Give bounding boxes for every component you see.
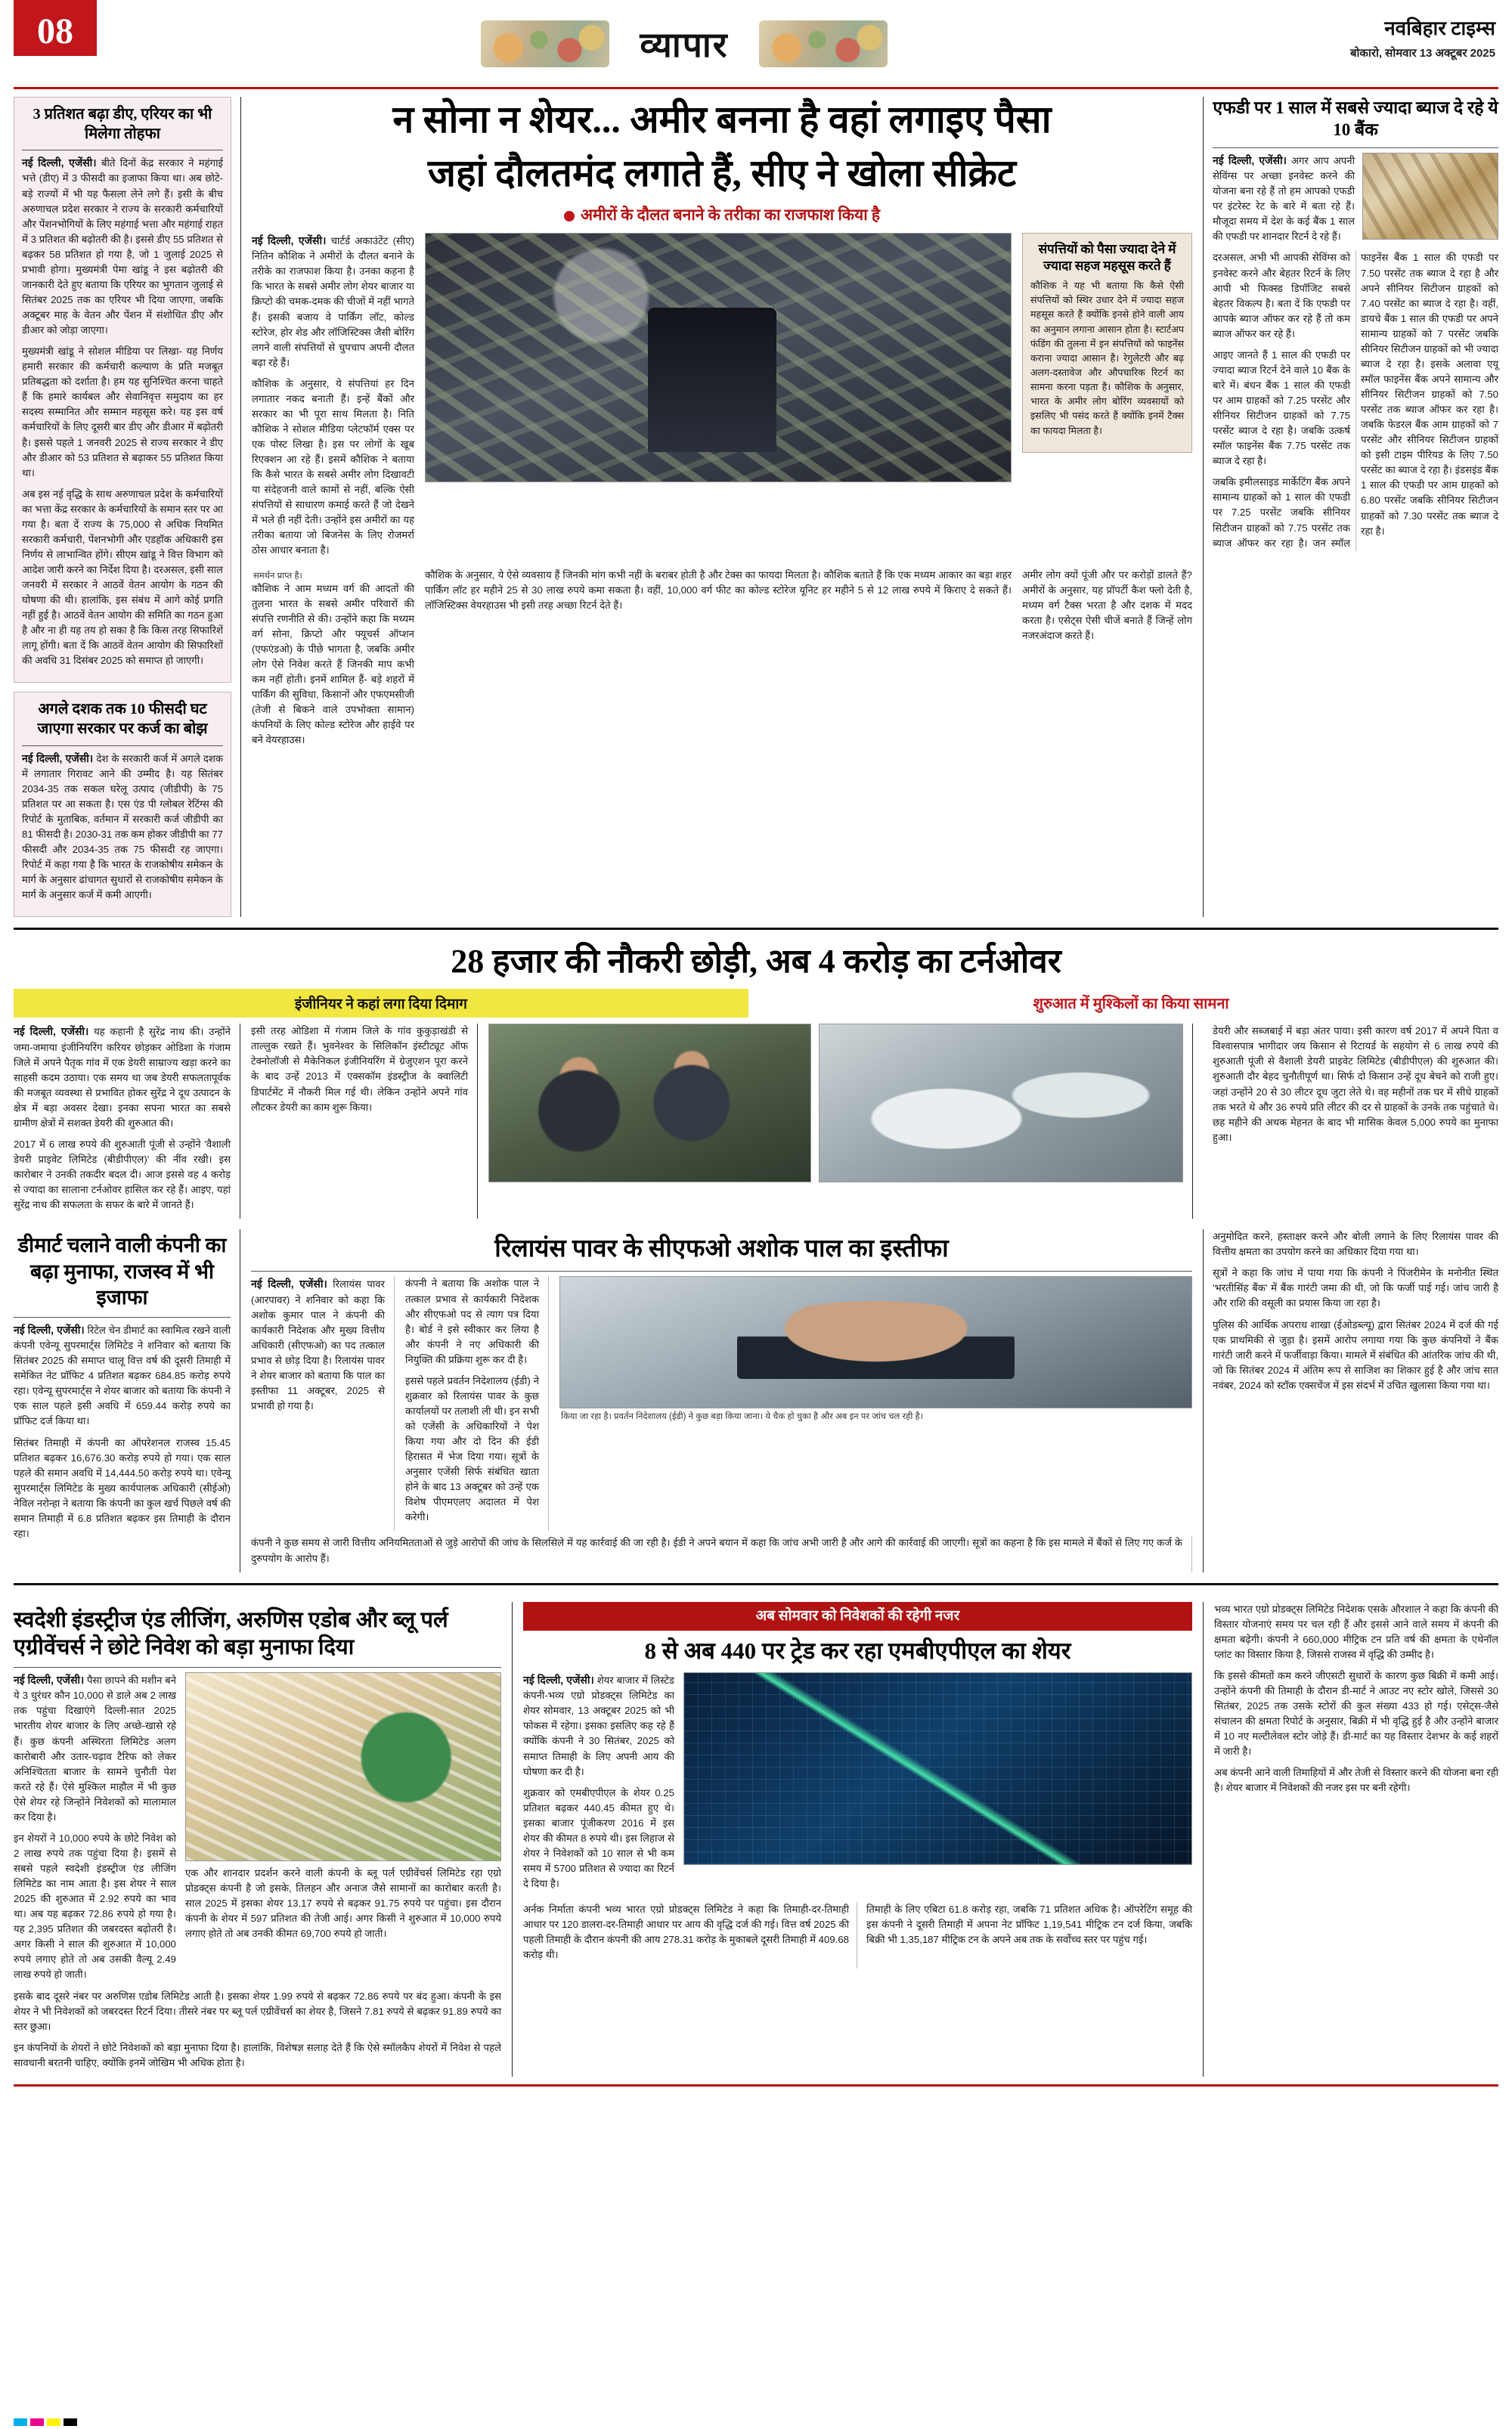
bottom-row bbox=[14, 1602, 1498, 2077]
article-dmart bbox=[14, 1229, 240, 1572]
smallcap-para-3: एक और शानदार प्रदर्शन करने वाली कंपनी के ब्लू पर्ल एग्रीवेंचर्स लिमिटेड रहा एग्रो प्रोडक्ट्स कंपनी है जो इसके, तिलहन और अनाज जैसे सामानों का कारोबार करती है। साल 2025 में इसका शेयर 13.17 रुपये से बढ़कर 91.75 रुपये पर पहुंचा। इस दौरान कंपनी के शेयर में 597 प्रतिशत की तेजी आई। अगर किसी ने शुरुआत में 10,000 रुपये लगाए होते तो अब उनकी कीमत 69,700 रुपये हो जाती। bbox=[185, 1867, 501, 1940]
masthead bbox=[14, 0, 1498, 89]
da-hike-para-1: नई दिल्ली, एजेंसी। बीते दिनों केंद्र सरकार ने महंगाई भत्ते (डीए) में 3 फीसदी का इजाफा किया था। अब छोटे-बड़े राज्यों में भी यह फैसला लेने लगे हैं। इसी के बीच अरुणाचल प्रदेश सरकार ने राज्य के सरकारी कर्मचारियों और पेंशनभोगियों के लिए महंगाई भत्ता और महंगाई राहत में 3 प्रतिशत की बढ़ोतरी की है। इससे डीए 55 प्रतिशत से बढ़कर 58 प्रतिशत हो गया है, जो 1 जुलाई 2025 से प्रभावी होगा। मुख्यमंत्री पेमा खांडू ने इस बढ़ोतरी की जानकारी देते हुए बताया कि एरियर का भुगतान जुलाई से सितंबर 2025 तक का एरियर भी दिया जाएगा, जबकि अक्टूबर माह के वेतन और पेंशन में संशोधित डीए और डीआर को जोड़ा जाएगा। bbox=[22, 156, 223, 336]
cmyk-cyan bbox=[14, 2418, 27, 2426]
reliance-para-2: कंपनी ने बताया कि अशोक पाल ने तत्काल प्रभाव से कार्यकारी निदेशक और सीएफओ पद से त्याग पत्र दिया है। बोर्ड ने इसे स्वीकार कर लिया है और कंपनी ने नए अधिकारी की नियुक्ति की प्रक्रिया शुरू कर दी है। bbox=[405, 1278, 539, 1365]
mid-row bbox=[14, 1229, 1498, 1572]
bottom-band bbox=[14, 1583, 1498, 2077]
main-para-4: कौशिक के अनुसार, ये ऐसे व्यवसाय हैं जिनकी मांग कभी नहीं के बराबर होती है और टेक्स का फायदा मिलता है। कौशिक बताते हैं कि एक मध्यम आकार का बड़ा शहर पार्किंग लॉट हर महीने 25 से 30 लाख रुपये कमा सकता है। वहीं, 10,000 वर्ग फीट का कोल्ड स्टोरेज यूनिट हर महीने 5 से 12 लाख रुपये में किराए दे सकते हैं। लॉजिस्टिक्स वेयरहाउस भी इसी तरह अच्छा रिटर्न देते हैं। bbox=[425, 569, 1012, 611]
photo-currency-notes bbox=[1362, 153, 1498, 240]
center-column bbox=[240, 97, 1204, 917]
fd-para-1: नई दिल्ली, एजेंसी। अगर आप अपनी सेविंग्स पर अच्छा इनवेस्ट करने की योजना बना रहे हैं तो हम आपको एफडी पर इंटरेस्ट रेट के बारे में बता रहे हैं। मौजूदा समय में देश के कई बैंक 1 साल की एफडी पर शानदार रिटर्न दे रहे हैं। bbox=[1213, 153, 1355, 243]
mbpl-byline: नई दिल्ली, एजेंसी। bbox=[523, 1674, 594, 1687]
photo-ashok-pal bbox=[559, 1276, 1192, 1408]
reliance-cont-para-3: पुलिस की आर्थिक अपराध शाखा (ईओडब्ल्यू) द्वारा सितंबर 2024 में दर्ज की गई एक प्राथमिकी से जुड़ा है। इसमें आरोप लगाया गया कि कुछ कंपनियों ने बैंक गारंटी जारी करने में फर्जीवाड़ा किया। मामले में संबंधित की आंतरिक जांच की थी, जो कि सितंबर 2024 में अंतिम रूप से साजिश का शिकार हुई है और जांच सात नवंबर, 2024 को स्टॉक एक्सचेंज में इस संदर्भ में उचित खुलासा किया गया था। bbox=[1213, 1318, 1498, 1391]
smallcap-para-4: इसके बाद दूसरे नंबर पर अरुणिस एडोब लिमिटेड आती है। इसका शेयर 1.99 रुपये से बढ़कर 72.86 रुपये पर बंद हुआ। कंपनी के इस शेयर ने भी निवेशकों को जबरदस्त रिटर्न दिया। तीसरे नंबर पर ब्लू पर्ल एग्रीवेंचर्स का शेयर है, जिसने 7.81 रुपये से बढ़कर 91.89 रुपये का स्तर छुआ। bbox=[14, 1990, 501, 2032]
cmyk-black bbox=[64, 2418, 77, 2426]
smallcap-headline: स्वदेशी इंडस्ट्रीज एंड लीजिंग, अरुणिस एडोब और ब्लू पर्ल एग्रीवेंचर्स ने छोटे निवेश को बड़ा मुनाफा दिया bbox=[14, 1607, 448, 1659]
article-smallcap-multibaggers bbox=[14, 1602, 513, 2077]
bullet-icon bbox=[564, 211, 575, 222]
da-hike-para-3: अब इस नई वृद्धि के साथ अरुणाचल प्रदेश के कर्मचारियों का भत्ता केंद्र सरकार के कर्मचारियों के समान स्तर पर आ गया है। बता दें राज्य के 75,000 से अधिक नियमित सरकारी कर्मचारी, पेंशनभोगी और एडहॉक अधिकारी इस निर्णय से लाभान्वित होंगे। सीएम खांडू ने वित्त विभाग को आदेश जारी करने का निर्देश दिया है। दरअसल, इसी साल जनवरी में सरकार ने आठवें वेतन आयोग के गठन की घोषणा की थी। हालांकि, इस संबंध में आगे कोई प्रगति नहीं हुई है। आठवें वेतन आयोग की समिति का गठन हुआ है और ना ही यह तय हो सका है कि किस तरह सिफारिशें लागू होंगी। बता दें कि आठवें वेतन आयोग की सिफारिशों की अवधि 31 दिसंबर 2025 को समाप्त हो जाएगी। bbox=[22, 488, 223, 667]
lead-headline-line1: न सोना न शेयर... अमीर बनना है वहां लगाइए पैसा bbox=[392, 98, 1052, 141]
dairy-headline: 28 हजार की नौकरी छोड़ी, अब 4 करोड़ का टर्नओवर bbox=[451, 943, 1061, 981]
divider bbox=[22, 745, 223, 746]
mbpl-continuation-column bbox=[1204, 1602, 1498, 2077]
main-para-1: नई दिल्ली, एजेंसी। चार्टर्ड अकाउंटेंट (सीए) नितिन कौशिक ने अमीरों के दौलत बनाने के तरीके का राजफाश किया है। उनका कहना है कि भारत के सबसे अमीर लोग शेयर बाजार या क्रिप्टो की चमक-दमक की चीजों में नहीं भागते हैं। इसकी बजाय वे पार्किंग लॉट, कोल्ड स्टोरेज, होर शेड और लॉजिस्टिक्स जैसी बोरिंग लगने वाली संपत्तियों से चुपचाप अपनी दौलत बढ़ा रहे हैं। bbox=[252, 234, 414, 368]
cmyk-magenta bbox=[30, 2418, 44, 2426]
smallcap-para-1: नई दिल्ली, एजेंसी। पैसा छापने की मशीन बने ये 3 धुरंधर कौन 10,000 से डाले अब 2 लाख तक पहुंचा दिखाएंगे दिल्ली-सात 2025 भारतीय शेयर बाजार के लिए अच्छे-खासे रहे हैं। कुछ कंपनी अस्थिरता लिमिटेड अलग कारोबारी और उतार-चढ़ाव टैरिफ को लेकर अनिश्चितता बाजार के सामने चुनौती पेश करते रहे हैं। ऐसे मुश्किल माहौल में भी कुछ ऐसे शेयर रहे जिन्होंने निवेशकों को मालामाल कर दिया है। bbox=[14, 1674, 176, 1823]
mbpl-cont-para-3: अब कंपनी आने वाली तिमाहियों में और तेजी से विस्तार करने की योजना बना रही है। शेयर बाजार में निवेशकों की नजर इस पर बनी रहेगी। bbox=[1214, 1767, 1498, 1794]
reliance-photo-caption: किया जा रहा है। प्रवर्तन निदेशालय (ईडी) ने कुछ बड़ा किया जाना। ये चैक हो चुका है और अब इन पर जांच चल रही है। bbox=[561, 1412, 923, 1422]
photo-entrepreneur-speaking bbox=[488, 1024, 811, 1182]
govt-debt-para-1: नई दिल्ली, एजेंसी। देश के सरकारी कर्ज में अगले दशक में लगातार गिरावट आने की उम्मीद है। यह सितंबर 2034-35 तक सकल घरेलू उत्पाद (जीडीपी) के 75 प्रतिशत पर आ सकता है। एस एंड पी ग्लोबल रेटिंग्स की रिपोर्ट के मुताबिक, वर्तमान में सरकारी कर्ज जीडीपी का 81 फीसदी है। 2030-31 तक कम होकर जीडीपी का 77 फीसदी और 2034-35 तक 75 फीसदी रह जाएगा। रिपोर्ट में कहा गया है कि भारत के राजकोषीय समेकन के मार्ग के अनुसार ढांचागत सुधारों से राजकोषीय समेकन के मार्ग के अनुसार कर्ज में कमी आएगी। bbox=[22, 751, 223, 901]
dairy-para-4: डेयरी और सब्जबाई में बड़ा अंतर पाया। इसी कारण वर्ष 2017 में अपने पिता व विश्वासपात्र भागीदार जय किसान से रिटायर्ड के सहयोग से 6 लाख रुपये की शुरुआती पूंजी से वैशाली डेयरी प्राइवेट लिमिटेड (बीडीपीएल) की शुरुआत की। शुरुआती दौर बेहद चुनौतीपूर्ण था। सिर्फ दो किसान उन्हें दूध बेचने को राजी हुए। जहां उन्होंने 20 से 30 लीटर दूध जुटा लेते थे। वह महीनों तक घर में सीधे ग्राहकों तक भरते थे और 36 रुपये प्रति लीटर की दर से ग्राहकों के उनके तक पहुंचाते थे। छह महीने की अथक मेहनत के बाद भी मासिक केवल 5,000 रुपये का मुनाफा हुआ। bbox=[1213, 1025, 1498, 1143]
lead-subhead: अमीरों के दौलत बनाने के तरीका का राजफाश किया है bbox=[252, 204, 1192, 225]
decorative-graphic-right bbox=[759, 20, 888, 67]
fd-para-2: दरअसल, अभी भी आपकी सेविंग्स को इनवेस्ट करने और बेहतर रिटर्न के लिए आपी भी फिक्स्ड डिपॉजिट सबसे बेहतर विकल्प है। बता दें कि एफडी पर आपके ब्याज ऑफर कर रहे हैं तो कम ब्याज ऑफर कर रहे हैं। bbox=[1213, 252, 1350, 339]
main-byline: नई दिल्ली, एजेंसी। bbox=[252, 234, 327, 246]
inset-box-assets bbox=[1022, 233, 1192, 453]
masthead-center bbox=[97, 0, 1272, 87]
reliance-para-3: इससे पहले प्रवर्तन निदेशालय (ईडी) ने शुक्रवार को रिलायंस पावर के कुछ कार्यालयों पर तलाशी ली थी। इन सभी को एजेंसी के अधिकारियों ने पेश किया गया और दो दिन की ईडी हिरासत में भेज दिया गया। सूत्रों के अनुसार एजेंसी सिर्फ संबंधित खाता होने के बाद 13 अक्टूबर को उन्हें एक विशेष पीएमएलए अदालत में पेश करेगी। bbox=[405, 1374, 539, 1523]
mbpl-para-4: तिमाही के लिए एबिटा 61.8 करोड़ रहा, जबकि 71 प्रतिशत अधिक है। ऑपरेटिंग समूह की इस कंपनी ने दूसरी तिमाही में अपना नेट प्रॉफिट 1,19,541 मीट्रिक टन दर्ज किया, जबकि बिक्री भी 1,35,187 मीट्रिक टन के अपने अब तक के सर्वोच्च स्तर पर पहुंच गई। bbox=[866, 1904, 1192, 1946]
fd-para-4: जबकि इमीलसाइड मार्केटिंग बैंक अपने सामान्य ग्राहकों को 1 साल की एफडी पर 7.25 परसेंट जबकि सीनियर सिटीजन ग्राहकों को 7.75 परसेंट तक ब्याज ऑफर कर रहा है। जन स्मॉल फाइनेंस बैंक 1 साल की एफडी पर 7.50 परसेंट तक ब्याज दे रहा है और अपने सीनियर सिटीजन ग्राहकों को 7.40 परसेंट का ब्याज दे रहा है। वहीं, डायचे बैंक 1 साल की एफडी पर अपने सामान्य ग्राहकों को 7 परसेंट जबकि सीनियर सिटीजन ग्राहकों को भी ज्यादा ब्याज दे रहा है। इसके अलावा एयू स्मॉल फाइनेंस बैंक अपने सामान्य और सीनियर सिटीजन ग्राहकों को 7.50 परसेंट तक ब्याज ऑफर कर रहा है। जबकि फेडरल बैंक आम ग्राहकों को 7 परसेंट और सीनियर सिटीजन ग्राहकों को इसी टाइम पीरियड के लिए 7.50 परसेंट का ब्याज दे रहा है। इंडसइंड बैंक 1 साल की एफडी पर आम ग्राहकों को 6.80 परसेंट जबकि सीनियर सिटीजन ग्राहकों को 7.30 परसेंट तक ब्याज दे रहा है। bbox=[1213, 252, 1498, 549]
page-number: 08 bbox=[14, 0, 97, 56]
mbpl-para-1: नई दिल्ली, एजेंसी। शेयर बाजार में लिस्टेड कंपनी-भव्य एग्रो प्रोडक्ट्स लिमिटेड का शेयर सोमवार, 13 अक्टूबर 2025 को भी फोकस में रहेगा। इसका इसलिए कह रहे हैं क्योंकि कंपनी ने 30 सितंबर, 2025 को समाप्त तिमाही के लिए अपनी आय की घोषणा कर दी है। bbox=[523, 1674, 674, 1777]
fd-byline: नई दिल्ली, एजेंसी। bbox=[1213, 153, 1287, 166]
edition-date: बोकारो, सोमवार 13 अक्टूबर 2025 bbox=[1349, 47, 1495, 60]
reliance-cont-para-2: सूत्रों ने कहा कि जांच में पाया गया कि कंपनी ने पिंजरीमेन के मनोनीत स्थित 'भरतीसिंह बैंक' में बैंक गारंटी जमा की थी, जो कि फर्जी पाई गई। जांच जारी है और राशि की वसूली का प्रयास किया जा रहा है। bbox=[1213, 1267, 1498, 1309]
newspaper-brand: नवबिहार टाइम्स bbox=[1384, 17, 1495, 39]
reliance-continuation-column bbox=[1204, 1229, 1498, 1572]
photo-stock-chart-touchscreen bbox=[683, 1672, 1192, 1865]
da-hike-para-2: मुख्यमंत्री खांडू ने सोशल मीडिया पर लिखा- यह निर्णय हमारी सरकार की कर्मचारी कल्याण के प्रति मजबूत प्रतिबद्धता को दर्शाता है। हम यह सुनिश्चित करना चाहते हैं कि हमारे कार्यबल और सेवानिवृत्त समुदाय का हर सदस्य सम्मानित और सम्मान महसूस करे। यह इस वर्ष कर्मचारियों के लिए दूसरी बार डीए और डीआर में बढ़ोतरी है। इससे पहले 1 जनवरी 2025 से राज्य सरकार ने डीए और डीआर को 53 प्रतिशत से बढ़ाकर 55 प्रतिशत किया था। bbox=[22, 345, 223, 479]
inset-heading: संपत्तियों को पैसा ज्यादा देने में ज्यादा सहज महसूस करते हैं bbox=[1038, 242, 1176, 274]
reliance-para-4: कंपनी ने कुछ समय से जारी वित्तीय अनियमितताओं से जुड़े आरोपों की जांच के सिलसिले में यह कार्रवाई की जा रही है। ईडी ने अपने बयान में कहा कि जांच अभी जारी है और आगे की कार्रवाई की जाएगी। सूत्रों का कहना है कि इस मामले में बैंकों से लिए गए कर्ज के दुरुपयोग के आरोप हैं। bbox=[251, 1537, 1182, 1564]
smallcap-para-5: इन कंपनियों के शेयरों ने छोटे निवेशकों को बड़ा मुनाफा दिया है। हालांकि, विशेषज्ञ सलाह देते हैं कि ऐसे स्मॉलकैप शेयरों में निवेश से पहले सावधानी बरतनी चाहिए, क्योंकि इनमें जोखिम भी अधिक होता है। bbox=[14, 2041, 501, 2068]
divider bbox=[251, 1271, 1192, 1272]
smallcap-byline: नई दिल्ली, एजेंसी। bbox=[14, 1674, 85, 1687]
lead-headline-line2: जहां दौलतमंद लगाते हैं, सीए ने खोला सीक्रेट bbox=[427, 152, 1017, 194]
mbpl-top-banner: अब सोमवार को निवेशकों की रहेगी नजर bbox=[523, 1602, 1192, 1631]
reliance-para-1: नई दिल्ली, एजेंसी। रिलायंस पावर (आरपावर) ने शनिवार को कहा कि अशोक कुमार पाल ने कंपनी की कार्यकारी निदेशक और मुख्य वित्तीय अधिकारी (सीएफओ) का पद तत्काल प्रभाव से छोड़ दिया है। रिलायंस पावर ने शेयर बाजार को बताया कि पाल का इस्तीफा 11 अक्टूबर, 2025 से प्रभावी हो गया है। bbox=[251, 1278, 385, 1412]
da-hike-byline: नई दिल्ली, एजेंसी। bbox=[22, 156, 97, 169]
left-column bbox=[14, 97, 240, 917]
fd-headline: एफडी पर 1 साल में सबसे ज्यादा ब्याज दे रहे ये 10 बैंक bbox=[1213, 98, 1498, 140]
inset-text: कौशिक ने यह भी बताया कि कैसे ऐसी संपत्तियों को स्थिर उधार देने में ज्यादा सहज महसूस करते हैं क्योंकि इनसे होने वाली आय का अनुमान लगाना आसान होता है। स्टार्टअप फंडिंग की तुलना में इन संपत्तियों को फाइनेंस कराना ज्यादा आसान है। रेगुलेटरी और बढ़ अलग-दस्तावेज और औपचारिक रिटर्न का सामना करना पड़ता है। कौशिक के अनुसार, भारत के अमीर लोग बोरिंग व्यवसायों को इसलिए भी पसंद करते हैं क्योंकि इनमें टैक्स का फायदा मिलता है। bbox=[1030, 280, 1184, 436]
dairy-para-3: इसी तरह ओडिशा में गंजाम जिले के गांव कुकुड़ाखंडी से ताल्लुक रखते हैं। भुवनेश्वर के सिलिकॉन इंस्टीट्यूट ऑफ टेक्नोलॉजी से मैकेनिकल इंजीनियरिंग में ग्रेजुएशन पूरा करने के बाद उन्हें 2013 में एक्सकॉम इंडस्ट्रीज के क्वालिटी डिपार्टमेंट में नौकरी मिल गई थी। लेकिन उन्होंने अपने गांव लौटकर डेयरी का काम शुरू किया। bbox=[251, 1025, 468, 1113]
section-title: व्यापार bbox=[640, 25, 729, 64]
dairy-kicker-left: इंजीनियर ने कहां लगा दिया दिमाग bbox=[14, 989, 748, 1018]
divider bbox=[1213, 147, 1498, 148]
article-mbpl bbox=[513, 1602, 1204, 2077]
cmyk-registration-marks bbox=[14, 2418, 77, 2426]
article-da-hike bbox=[14, 97, 231, 683]
da-hike-headline: 3 प्रतिशत बढ़ा डीए, एरियर का भी मिलेगा तोहफा bbox=[33, 106, 212, 142]
main-para-2: कौशिक के अनुसार, ये संपत्तियां हर दिन लगातार नकद बनाती हैं। इन्हें बैंकों और सरकार का भी पूरा साथ मिलता है। निति कौशिक ने सोशल मीडिया प्लेटफॉर्म एक्स पर एक पोस्ट लिखा है। इस पर लोगों के खूब रिएक्शन आ रहे हैं। इसमें कौशिक ने बताया कि कैसे भारत के सबसे अमीर लोग दिखावटी या संदेहजनी वाले कामों से नहीं, बल्कि ऐसी संपत्तियों से साधारण कमाई करते हैं जो देखने में भले ही नहीं देती। उन्होंने इस अमीरों का यह तरीका बताया जो बिजनेस के लिए रोजमर्रा ठोस आधार बनाता है। bbox=[252, 377, 414, 556]
article-reliance-cfo bbox=[240, 1229, 1204, 1572]
cmyk-yellow bbox=[47, 2418, 60, 2426]
reliance-byline: नई दिल्ली, एजेंसी। bbox=[251, 1278, 327, 1290]
article-dairy-entrepreneur bbox=[14, 928, 1498, 1219]
dmart-para-1: नई दिल्ली, एजेंसी। रिटेल चेन डीमार्ट का स्वामित्व रखने वाली कंपनी एवेन्यू सुपरमार्ट्स लिमिटेड ने शनिवार को बताया कि सितंबर 2025 की समाप्त चालू वित्त वर्ष की दूसरी तिमाही में समेकित नेट प्रॉफिट 4 प्रतिशत बढ़कर 684.85 करोड़ रुपये रहा। एवेन्यू सुपरमार्ट्स ने शेयर बाजार को बताया कि कंपनी ने एक साल पहले इसी अवधि में 659.44 करोड़ रुपये का प्रॉफिट दर्ज किया था। bbox=[14, 1323, 231, 1427]
dmart-headline: डीमार्ट चलाने वाली कंपनी का बढ़ा मुनाफा, राजस्व में भी इजाफा bbox=[17, 1234, 227, 1309]
dmart-byline: नई दिल्ली, एजेंसी। bbox=[14, 1323, 85, 1336]
masthead-right bbox=[1272, 0, 1498, 87]
dairy-para-1: नई दिल्ली, एजेंसी। यह कहानी है सुरेंद्र नाथ की। उन्होंने जमा-जमाया इंजीनियरिंग करियर छोड़कर ओडिशा के गंजाम जिले में अपने पैतृक गांव में एक डेयरी साम्राज्य खड़ा करने का साहसी कदम उठाया। एक समय था जब डेयरी सफलतापूर्वक की मजबूत व्यवस्था से प्रभावित होकर सुरेंद्र ने दूध उत्पादन के क्षेत्र में बड़ा अवसर देखा। इनका सपना भारत का सबसे ग्रामीण क्षेत्रों में सशक्त डेयरी की शुरुआत की। bbox=[14, 1025, 231, 1129]
reliance-cont-para-1: अनुमोदित करने, हस्ताक्षर करने और बोली लगाने के लिए रिलायंस पावर की वित्तीय क्षमता का उपयोग करने का अधिकार दिया गया था। bbox=[1213, 1231, 1498, 1258]
decorative-graphic-left bbox=[481, 20, 609, 67]
mbpl-cont-para-2: कि इससे कीमतों कम करने जीएसटी सुधारों के कारण कुछ बिक्री में कमी आई। उन्होंने कंपनी की तिमाही के दौरान डी-मार्ट ने आउट नए स्टोर खोले, जिससे 30 सितंबर, 2025 तक उसके स्टोरों की कुल संख्या 433 हो गई। एसेट्स-जैसे संचालन की क्षमता रिपोर्ट के अनुसार, बिक्री में भी वृद्धि हुई है और उन्होंने बाजार में 10 नए मल्टीलेवल स्टोर जोड़े हैं। डी-मार्ट का यह विस्तार देशभर के कई शहरों में जारी है। bbox=[1214, 1669, 1498, 1758]
main-para-5: अमीर लोग क्यों पूंजी और पर करोड़ों डालते हैं? अमीरों के अनुसार, यह प्रॉपर्टी कैश फ्लो देती है, मध्यम वर्ग टैक्स भरता है और दशक में मदद करता है। एसेट्स ऐसी चीजें बनाते हैं जिन्हें लोग नजरअंदाज करते हैं। bbox=[1022, 569, 1192, 641]
photo-dairy-plant bbox=[819, 1024, 1183, 1182]
footer-rule bbox=[14, 2084, 1498, 2090]
fd-body-columns bbox=[1213, 250, 1498, 550]
fd-para-3: आइए जानते हैं 1 साल की एफडी पर ज्यादा ब्याज रिटर्न देने वाले 10 बैंक के बारे में। बंधन बैंक 1 साल की एफडी पर आम ग्राहकों को 7.25 परसेंट और सीनियर सिटीजन ग्राहकों को 7.75 परसेंट ब्याज दे रहा है। जबकि उत्कर्ष स्मॉल फाइनेंस बैंक 7.75 परसेंट तक ब्याज दे रहा है। bbox=[1213, 349, 1350, 467]
mbpl-cont-para-1: भव्य भारत एग्रो प्रोडक्ट्स लिमिटेड निदेशक एसके औरशाल ने कहा कि कंपनी की विस्तार योजनाएं समय पर चल रही हैं और इससे आने वाले समय में कंपनी की क्षमता बढ़ेगी। कंपनी ने 660,000 मीट्रिक टन प्रति वर्ष की क्षमता के एथेनॉल प्लांट का विस्तार किया है, जिससे राजस्व में वृद्धि की उम्मीद है। bbox=[1214, 1603, 1498, 1660]
govt-debt-headline: अगले दशक तक 10 फीसदी घट जाएगा सरकार पर कर्ज का बोझ bbox=[37, 701, 208, 738]
photo-woman-with-cash bbox=[185, 1672, 501, 1861]
smallcap-para-2: इन शेयरों ने 10,000 रुपये के छोटे निवेश को 2 लाख रुपये तक पहुंचा दिया है। इसमें से सबसे पहले स्वदेशी इंडस्ट्रीज एंड लीजिंग लिमिटेड का नाम आता है। इस शेयर ने साल 2025 की शुरुआत में 2.92 रुपये का भाव था। अब यह बढ़कर 72.86 रुपये हो गया है। यह 2,395 प्रतिशत की जबरदस्त बढ़ोतरी है। अगर किसी ने साल की शुरुआत में 10,000 रुपये लगाए होते तो अब उसकी वैल्यू 2.49 लाख रुपये हो जाती। bbox=[14, 1832, 176, 1981]
article-govt-debt bbox=[14, 692, 231, 917]
right-column bbox=[1204, 97, 1498, 917]
govt-debt-byline: नई दिल्ली, एजेंसी। bbox=[22, 751, 94, 764]
main-para-3: कौशिक ने आम मध्यम वर्ग की आदतों की तुलना भारत के सबसे अमीर परिवारों की संपत्ति रणनीति से की। उन्होंने कहा कि मध्यम वर्ग सोना, क्रिप्टो और फ्यूचर्स ऑप्शन (एफएंडओ) के पीछे भागता है, जबकि अमीर लोग ऐसे निवेश करते हैं जिनकी माप कभी कम नहीं होती। इनमें शामिल हैं- बड़े शहरों में पार्किंग की सुविधा, किसानों और एफएमसीजी (तेजी से बिकने वाले उपभोक्ता सामान) कंपनियों के लिए कोल्ड स्टोरेज और हाईवे पर बने वेयरहाउस। bbox=[252, 582, 414, 746]
mbpl-para-3: अर्नक निर्माता कंपनी भव्य भारत एग्रो प्रोडक्ट्स लिमिटेड ने कहा कि तिमाही-दर-तिमाही आधार पर 120 डालरा-दर-तिमाही आधार पर आय की वृद्धि दर्ज की गई। वित्त वर्ष 2025 की पहली तिमाही के दौरान कंपनी की आय 278.31 करोड़ के मुकाबले दूसरी तिमाही में 409.68 करोड़ थी। bbox=[523, 1904, 849, 1961]
mbpl-headline: 8 से अब 440 पर ट्रेड कर रहा एमबीएपीएल का शेयर bbox=[644, 1637, 1071, 1665]
reliance-headline: रिलायंस पावर के सीएफओ अशोक पाल का इस्तीफा bbox=[494, 1235, 949, 1263]
dmart-para-2: सितंबर तिमाही में कंपनी का ऑपरेशनल राजस्व 15.45 प्रतिशत बढ़कर 16,676.30 करोड़ रुपये हो गया। एक साल पहले की समान अवधि में 14,444.50 करोड़ रुपये था। एवेन्यू सुपरमार्ट्स लिमिटेड के मुख्य कार्यपालक अधिकारी (सीईओ) नेविल नरोन्हा ने बताया कि कंपनी का कुल खर्च पिछले वर्ष की समान तिमाही में 6.8 प्रतिशत बढ़कर इस तिमाही के दौरान रहा। bbox=[14, 1436, 231, 1539]
photo-caption: समर्थन प्राप्त है। bbox=[253, 571, 302, 581]
dairy-byline: नई दिल्ली, एजेंसी। bbox=[14, 1025, 89, 1038]
divider bbox=[14, 1667, 501, 1668]
dairy-para-2: 2017 में 6 लाख रुपये की शुरुआती पूंजी से उन्होंने 'वैशाली डेयरी प्राइवेट लिमिटेड (बीडीपीएल)' की नींव रखी। इस कारोबार ने उनकी तकदीर बदल दी। आज इससे वह 4 करोड़ से ज्यादा का सालाना टर्नओवर हासिल कर रहे हैं। आइए, यहां सुरेंद्र नाथ की सफलता के सफर के बारे में जानते हैं। bbox=[14, 1138, 231, 1211]
photo-money-businessman bbox=[425, 233, 1012, 482]
divider bbox=[14, 1317, 231, 1318]
top-row bbox=[14, 97, 1498, 917]
mbpl-para-2: शुक्रवार को एमबीएपीएल के शेयर 0.25 प्रतिशत बढ़कर 440.45 कीमत हुए थे। इसका बाजार पूंजीकरण 2016 में इस शेयर की कीमत 8 रुपये थी। इस लिहाज से शेयर ने निवेशकों को 10 साल से भी कम समय में 5700 प्रतिशत से ज्यादा का रिटर्न दे दिया है। bbox=[523, 1786, 674, 1890]
dairy-kicker-right: शुरुआत में मुश्किलों का किया सामना bbox=[1033, 996, 1229, 1013]
